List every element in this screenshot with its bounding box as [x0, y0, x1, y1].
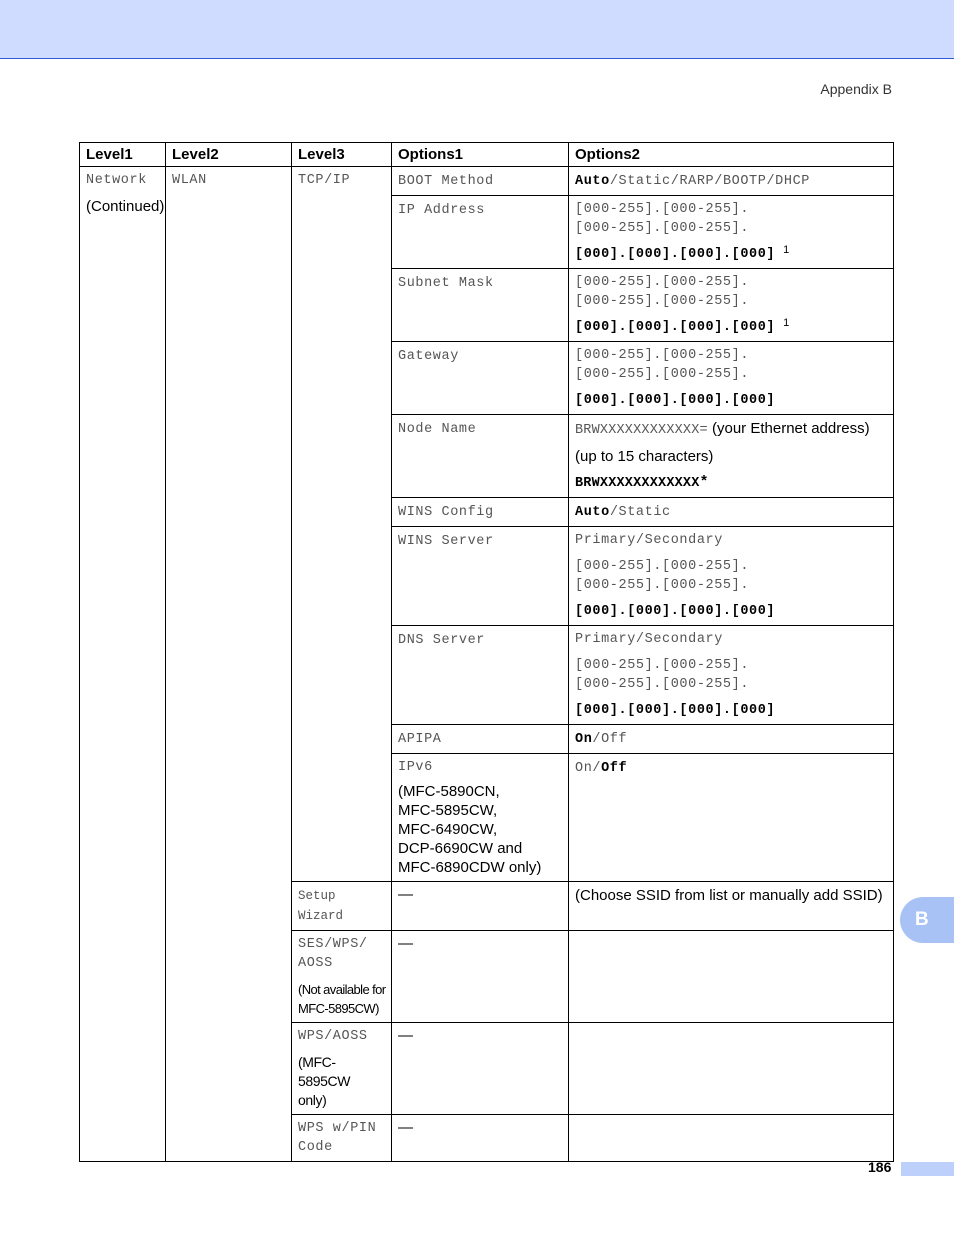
footnote-mark: 1	[783, 244, 790, 256]
options2-setup-wizard: (Choose SSID from list or manually add SSID)	[569, 882, 894, 931]
level1-note: (Continued)	[86, 198, 165, 215]
level2-name: WLAN	[172, 173, 207, 188]
default-option: Auto	[575, 174, 610, 189]
level3-wps-pin-code: WPS w/PIN Code	[292, 1115, 392, 1162]
options2-wps-pin-code	[569, 1115, 894, 1162]
default-value: BRWXXXXXXXXXXXX	[575, 476, 700, 491]
default-value: [000].[000].[000].[000]	[575, 703, 776, 718]
footnote-mark: 1	[783, 317, 790, 329]
options1-ipv6: IPv6 (MFC-5890CN, MFC-5895CW, MFC-6490CW, DCP-6690CW and MFC-6890CDW only)	[392, 754, 569, 882]
options1-wins-config: WINS Config	[392, 498, 569, 527]
options1-wins-server: WINS Server	[392, 527, 569, 626]
level3-setup-wizard: Setup Wizard	[292, 882, 392, 931]
options2-apipa: On/Off	[569, 725, 894, 754]
options1-apipa: APIPA	[392, 725, 569, 754]
column-header-options2: Options2	[569, 143, 894, 167]
column-header-options1: Options1	[392, 143, 569, 167]
page-number-bar	[901, 1162, 954, 1176]
options1-node-name: Node Name	[392, 415, 569, 498]
table-header-row	[80, 143, 894, 167]
options1-dns-server: DNS Server	[392, 626, 569, 725]
default-value: [000].[000].[000].[000]	[575, 320, 776, 335]
options1-ses-wps-aoss: —	[392, 931, 569, 1023]
table-row	[80, 167, 894, 196]
header-band	[0, 0, 954, 59]
default-option: On	[575, 732, 593, 747]
ipv6-models-note: (MFC-5890CN, MFC-5895CW, MFC-6490CW, DCP-6690CW and MFC-6890CDW only)	[398, 783, 542, 876]
section-label: Appendix B	[820, 81, 892, 97]
column-header-level1: Level1	[80, 143, 166, 167]
level3-wps-aoss: WPS/AOSS (MFC-5895CW only)	[292, 1023, 392, 1115]
options1-gateway: Gateway	[392, 342, 569, 415]
options1-setup-wizard: —	[392, 882, 569, 931]
column-header-level3: Level3	[292, 143, 392, 167]
options1-wps-aoss: —	[392, 1023, 569, 1115]
options2-dns-server: Primary/Secondary [000-255].[000-255]. [000-255].[000-255]. [000].[000].[000].[000]	[569, 626, 894, 725]
settings-table	[79, 142, 894, 1162]
options1-subnet-mask: Subnet Mask	[392, 269, 569, 342]
options2-node-name: BRWXXXXXXXXXXXX= (your Ethernet address) (up to 15 characters) BRWXXXXXXXXXXXX*	[569, 415, 894, 498]
page-number: 186	[868, 1159, 892, 1175]
options2-boot-method: Auto/Static/RARP/BOOTP/DHCP	[569, 167, 894, 196]
options2-wins-config: Auto/Static	[569, 498, 894, 527]
options2-gateway: [000-255].[000-255]. [000-255].[000-255]. [000].[000].[000].[000]	[569, 342, 894, 415]
options1-wps-pin-code: —	[392, 1115, 569, 1162]
level3-ses-wps-aoss: SES/WPS/ AOSS (Not available for MFC-5895CW)	[292, 931, 392, 1023]
options1-boot-method: BOOT Method	[392, 167, 569, 196]
column-header-level2: Level2	[166, 143, 292, 167]
level3-tcpip: TCP/IP	[298, 173, 351, 188]
options2-wps-aoss	[569, 1023, 894, 1115]
options2-ip-address: [000-255].[000-255]. [000-255].[000-255]. [000].[000].[000].[000] $^1$	[569, 196, 894, 269]
default-value: [000].[000].[000].[000]	[575, 604, 776, 619]
default-option: Off	[601, 761, 628, 776]
default-option: Auto	[575, 505, 610, 520]
options2-ses-wps-aoss	[569, 931, 894, 1023]
appendix-side-tab: B	[900, 897, 954, 943]
default-value: [000].[000].[000].[000]	[575, 393, 776, 408]
options2-wins-server: Primary/Secondary [000-255].[000-255]. [000-255].[000-255]. [000].[000].[000].[000]	[569, 527, 894, 626]
options2-ipv6: On/Off	[569, 754, 894, 882]
options2-subnet-mask: [000-255].[000-255]. [000-255].[000-255]. [000].[000].[000].[000] $^1$	[569, 269, 894, 342]
options1-ip-address: IP Address	[392, 196, 569, 269]
level1-name: Network	[86, 173, 147, 188]
level2-cell	[166, 167, 292, 1162]
level1-cell	[80, 167, 166, 1162]
level3-tcpip-cell	[292, 167, 392, 882]
default-value: [000].[000].[000].[000]	[575, 247, 776, 262]
